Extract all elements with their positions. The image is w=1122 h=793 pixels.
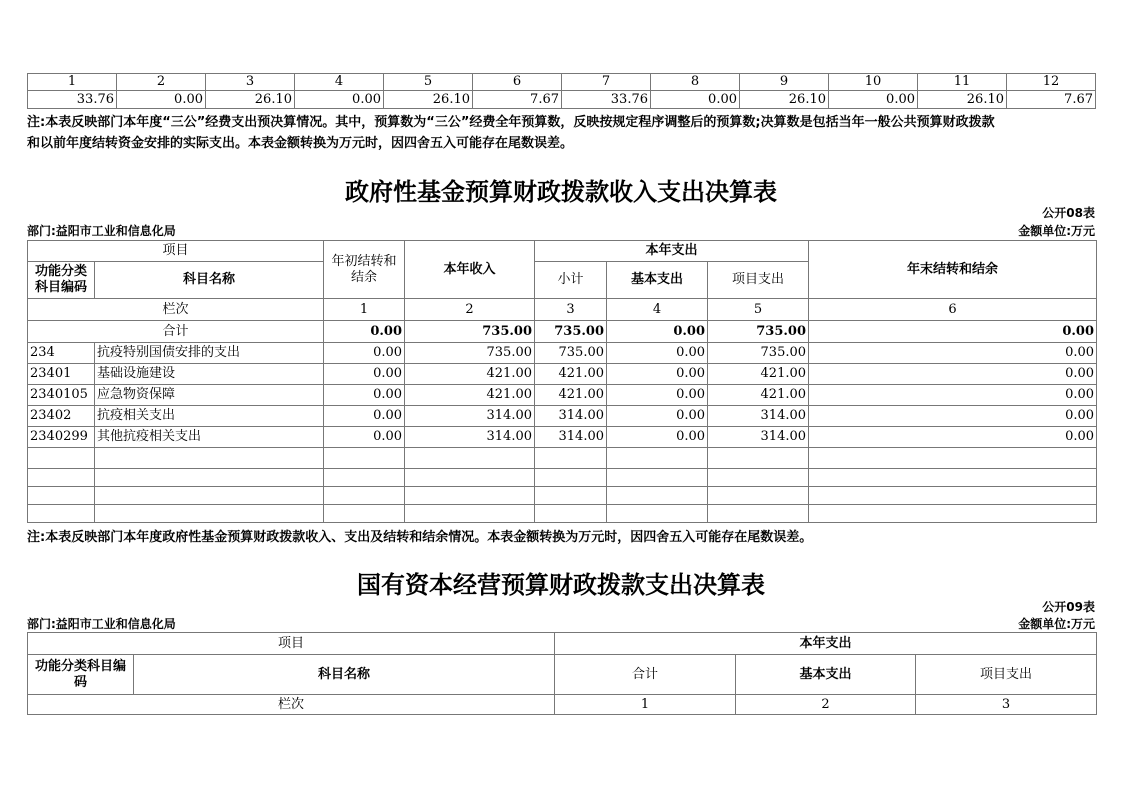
section2-title: 政府性基金预算财政拨款收入支出决算表 — [345, 178, 777, 206]
empty-cell — [607, 505, 708, 523]
empty-cell — [28, 448, 95, 469]
total-label: 合计 — [28, 321, 324, 343]
header-project: 项目支出 — [916, 655, 1097, 695]
empty-cell — [809, 487, 1097, 505]
header-expense: 本年支出 — [555, 633, 1097, 655]
table-row — [28, 385, 1097, 406]
empty-cell — [324, 469, 405, 487]
table-row — [28, 343, 1097, 364]
header-end-balance: 年末结转和结余 — [809, 241, 1097, 299]
empty-cell — [95, 469, 324, 487]
empty-cell — [324, 448, 405, 469]
header-basic: 基本支出 — [607, 262, 708, 299]
header-basic: 基本支出 — [736, 655, 916, 695]
empty-cell — [324, 487, 405, 505]
empty-cell — [607, 469, 708, 487]
row-code: 2340299 — [28, 427, 95, 448]
row-value: 0.00 — [607, 385, 708, 406]
row-value: 421.00 — [708, 385, 809, 406]
empty-cell — [607, 487, 708, 505]
state-capital-table — [27, 632, 1097, 715]
empty-cell — [95, 448, 324, 469]
header-project: 项目支出 — [708, 262, 809, 299]
total-cell: 735.00 — [405, 321, 535, 343]
header-name: 科目名称 — [134, 655, 555, 695]
total-cell: 0.00 — [607, 321, 708, 343]
note-1-line-2: 和以前年度结转资金安排的实际支出。本表金额转换为万元时，因四舍五入可能存在尾数误差。 — [27, 136, 574, 151]
header-income: 本年收入 — [405, 241, 535, 299]
row-value: 314.00 — [535, 427, 607, 448]
government-fund-table — [27, 240, 1097, 523]
row-value: 0.00 — [607, 343, 708, 364]
total-cell: 0.00 — [809, 321, 1097, 343]
total-cell: 735.00 — [535, 321, 607, 343]
table-row — [28, 364, 1097, 385]
row-value: 0.00 — [324, 364, 405, 385]
empty-cell — [607, 448, 708, 469]
header-item: 项目 — [28, 241, 324, 262]
section2-form-no: 公开08表 — [1042, 206, 1095, 220]
empty-cell — [809, 469, 1097, 487]
value-cell: 33.76 — [562, 91, 651, 109]
header-item: 项目 — [28, 633, 555, 655]
row-code: 2340105 — [28, 385, 95, 406]
header-total: 合计 — [555, 655, 736, 695]
empty-cell — [535, 469, 607, 487]
value-cell: 26.10 — [384, 91, 473, 109]
empty-cell — [535, 448, 607, 469]
col-index: 1 — [324, 299, 405, 321]
row-name: 抗疫相关支出 — [95, 406, 324, 427]
empty-cell — [28, 487, 95, 505]
empty-cell — [708, 448, 809, 469]
section2-unit: 金额单位:万元 — [1018, 224, 1095, 238]
total-cell: 735.00 — [708, 321, 809, 343]
empty-row — [28, 469, 1097, 487]
row-name: 应急物资保障 — [95, 385, 324, 406]
col-index: 3 — [916, 695, 1097, 715]
row-value: 314.00 — [708, 427, 809, 448]
section3-title: 国有资本经营预算财政拨款支出决算表 — [357, 571, 765, 599]
value-cell: 0.00 — [295, 91, 384, 109]
value-cell: 0.00 — [829, 91, 918, 109]
row-name: 其他抗疫相关支出 — [95, 427, 324, 448]
value-cell: 7.67 — [1007, 91, 1096, 109]
empty-cell — [535, 505, 607, 523]
table-row — [28, 406, 1097, 427]
empty-row — [28, 487, 1097, 505]
value-cell: 33.76 — [28, 91, 117, 109]
column-header: 12 — [1007, 74, 1096, 91]
section3-department: 部门:益阳市工业和信息化局 — [27, 617, 176, 631]
section2-note: 注:本表反映部门本年度政府性基金预算财政拨款收入、支出及结转和结余情况。本表金额转换为万元时，因四舍五入可能存在尾数误差。 — [27, 530, 813, 545]
row-code: 23402 — [28, 406, 95, 427]
header-subtotal: 小计 — [535, 262, 607, 299]
row-value: 0.00 — [809, 406, 1097, 427]
empty-cell — [708, 505, 809, 523]
header-code: 功能分类科目编码 — [28, 655, 134, 695]
column-header: 4 — [295, 74, 384, 91]
col-index: 4 — [607, 299, 708, 321]
total-cell: 0.00 — [324, 321, 405, 343]
col-index: 2 — [736, 695, 916, 715]
col-index: 1 — [555, 695, 736, 715]
row-value: 421.00 — [535, 385, 607, 406]
empty-cell — [405, 487, 535, 505]
empty-cell — [405, 505, 535, 523]
row-value: 421.00 — [535, 364, 607, 385]
section3-unit: 金额单位:万元 — [1018, 617, 1095, 631]
column-header: 9 — [740, 74, 829, 91]
empty-cell — [809, 448, 1097, 469]
column-header: 5 — [384, 74, 473, 91]
row-value: 0.00 — [809, 343, 1097, 364]
row-value: 0.00 — [324, 385, 405, 406]
column-header: 8 — [651, 74, 740, 91]
empty-row — [28, 505, 1097, 523]
row-value: 314.00 — [405, 427, 535, 448]
row-value: 421.00 — [405, 385, 535, 406]
col-index: 3 — [535, 299, 607, 321]
row-value: 0.00 — [607, 406, 708, 427]
row-value: 0.00 — [809, 427, 1097, 448]
empty-cell — [405, 448, 535, 469]
empty-cell — [95, 487, 324, 505]
column-header: 10 — [829, 74, 918, 91]
col-index: 6 — [809, 299, 1097, 321]
row-value: 0.00 — [607, 364, 708, 385]
column-header: 7 — [562, 74, 651, 91]
row-code: 23401 — [28, 364, 95, 385]
note-1-line-1: 注:本表反映部门本年度“三公”经费支出预决算情况。其中，预算数为“三公”经费全年预算数，反映按规定程序调整后的预算数;决算数是包括当年一般公共预算财政拨款 — [27, 115, 995, 130]
column-header: 2 — [117, 74, 206, 91]
value-cell: 0.00 — [117, 91, 206, 109]
empty-cell — [708, 469, 809, 487]
header-begin-balance: 年初结转和结余 — [324, 241, 405, 299]
table-row — [28, 427, 1097, 448]
column-header: 1 — [28, 74, 117, 91]
empty-cell — [95, 505, 324, 523]
row-code: 234 — [28, 343, 95, 364]
row-value: 421.00 — [708, 364, 809, 385]
row-value: 314.00 — [535, 406, 607, 427]
three-public-expense-table — [27, 73, 1096, 109]
col-index: 5 — [708, 299, 809, 321]
row-value: 735.00 — [405, 343, 535, 364]
row-name: 基础设施建设 — [95, 364, 324, 385]
col-index-label: 栏次 — [28, 695, 555, 715]
row-value: 0.00 — [809, 364, 1097, 385]
row-value: 0.00 — [809, 385, 1097, 406]
section2-department: 部门:益阳市工业和信息化局 — [27, 224, 176, 238]
header-expense: 本年支出 — [535, 241, 809, 262]
row-name: 抗疫特别国债安排的支出 — [95, 343, 324, 364]
value-cell: 0.00 — [651, 91, 740, 109]
empty-cell — [28, 505, 95, 523]
row-value: 0.00 — [324, 406, 405, 427]
empty-cell — [405, 469, 535, 487]
row-value: 421.00 — [405, 364, 535, 385]
header-name: 科目名称 — [95, 262, 324, 299]
row-value: 0.00 — [324, 343, 405, 364]
col-index: 2 — [405, 299, 535, 321]
col-index-label: 栏次 — [28, 299, 324, 321]
column-header: 3 — [206, 74, 295, 91]
column-header: 6 — [473, 74, 562, 91]
empty-cell — [324, 505, 405, 523]
empty-cell — [28, 469, 95, 487]
row-value: 735.00 — [708, 343, 809, 364]
row-value: 735.00 — [535, 343, 607, 364]
value-cell: 26.10 — [740, 91, 829, 109]
empty-cell — [809, 505, 1097, 523]
value-cell: 26.10 — [918, 91, 1007, 109]
section3-form-no: 公开09表 — [1042, 600, 1095, 614]
row-value: 314.00 — [405, 406, 535, 427]
empty-row — [28, 448, 1097, 469]
header-code: 功能分类科目编码 — [28, 262, 95, 299]
row-value: 0.00 — [324, 427, 405, 448]
empty-cell — [708, 487, 809, 505]
value-cell: 7.67 — [473, 91, 562, 109]
empty-cell — [535, 487, 607, 505]
row-value: 0.00 — [607, 427, 708, 448]
column-header: 11 — [918, 74, 1007, 91]
row-value: 314.00 — [708, 406, 809, 427]
value-cell: 26.10 — [206, 91, 295, 109]
